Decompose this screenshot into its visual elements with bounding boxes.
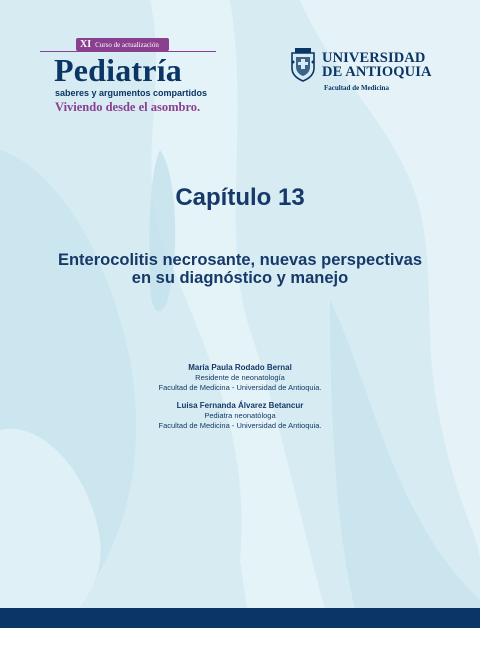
chapter-title (30, 251, 450, 287)
author-role: Pediatra neonatóloga (204, 411, 276, 420)
chapter-title-line1: Enterocolitis necrosante, nuevas perspectivas (57, 251, 423, 269)
chapter-title-line2: en su diagnóstico y manejo (131, 269, 349, 287)
university-faculty: Facultad de Medicina (324, 84, 389, 92)
author-name: María Paula Rodado Bernal (188, 363, 292, 372)
university-name-line2: DE ANTIOQUIA (322, 64, 432, 80)
author-affiliation: Facultad de Medicina - Universidad de Antioquia. (158, 383, 322, 392)
course-edition-label: Curso de actualización (95, 40, 159, 49)
author-affiliation: Facultad de Medicina - Universidad de Antioquia. (158, 421, 322, 430)
author-role: Residente de neonatología (195, 373, 285, 382)
university-logo (289, 46, 449, 96)
course-subtitle: saberes y argumentos compartidos (55, 88, 208, 98)
author-entry (100, 362, 380, 393)
course-edition-number: XI (80, 39, 92, 50)
chapter-number: Capítulo 13 (175, 184, 305, 211)
course-title: Pediatría (54, 52, 182, 88)
author-list (100, 362, 380, 438)
author-entry (100, 400, 380, 431)
university-name-line1: UNIVERSIDAD (322, 50, 426, 66)
course-motto: Viviendo desde el asombro. (55, 100, 201, 114)
university-seal-icon (289, 48, 317, 82)
course-edition-badge (76, 38, 169, 51)
footer-band (0, 608, 480, 628)
author-name: Luisa Fernanda Álvarez Betancur (176, 401, 304, 410)
